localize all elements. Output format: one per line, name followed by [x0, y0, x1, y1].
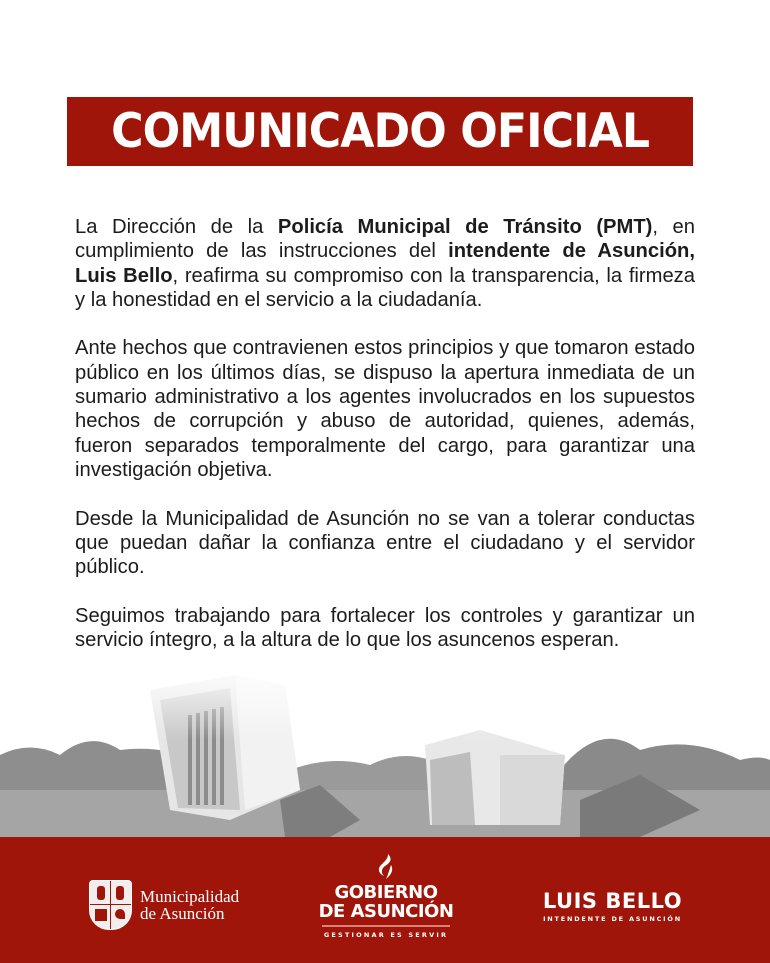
p1-text-e: , reafirma su compromiso con la transparencia, la firmeza y la honestidad en el servicio a la ciudadanía.	[75, 264, 695, 311]
muni-line-1: Municipalidad	[140, 887, 240, 906]
p1-bold-intendente: intendente de Asunción, Luis Bello	[75, 240, 695, 287]
muni-line-2: de Asunción	[140, 904, 225, 923]
p1-text-a: La Dirección de la	[75, 216, 278, 238]
paragraph-4: Seguimos trabajando para fortalecer los controles y garantizar un servicio íntegro, a la altura de lo que los asuncenos esperan.	[75, 604, 695, 652]
paragraph-1	[75, 215, 695, 312]
paragraph-3: Desde la Municipalidad de Asunción no se van a tolerar conductas que puedan dañar la confianza entre el ciudadano y el servidor público.	[75, 507, 695, 579]
statement-body	[75, 215, 695, 677]
luis-bello-subtitle: INTENDENTE DE ASUNCIÓN	[543, 915, 682, 923]
gobierno-tagline: GESTIONAR ES SERVIR	[323, 931, 449, 939]
gobierno-de-asuncion-logo	[316, 853, 456, 939]
buildings-photo	[0, 660, 770, 837]
buildings-illustration	[0, 660, 770, 837]
gobierno-divider	[322, 925, 450, 927]
coat-of-arms-icon	[89, 880, 132, 930]
p1-bold-pmt: Policía Municipal de Tránsito (PMT)	[277, 216, 653, 238]
p1-text-c: , en cumplimiento de las instrucciones del	[75, 216, 695, 263]
gobierno-line-2: DE ASUNCIÓN	[318, 901, 454, 922]
gobierno-line-1: GOBIERNO	[334, 882, 438, 903]
paragraph-2: Ante hechos que contravienen estos principios y que tomaron estado público en los últimos días, se dispuso la apertura inmediata de un sumario administrativo a los agentes involucrados en los supuestos hechos de corrupción y abuso de autoridad, quienes, además, fueron separados temporalmente del cargo, para garantizar una investigación objetiva.	[75, 337, 695, 481]
municipalidad-logo	[89, 880, 239, 930]
luis-bello-name: LUIS BELLO	[542, 889, 683, 913]
title-banner	[67, 97, 693, 166]
flame-icon	[316, 853, 456, 883]
luis-bello-logo	[540, 890, 685, 923]
page-title: COMUNICADO OFICIAL	[111, 104, 649, 159]
